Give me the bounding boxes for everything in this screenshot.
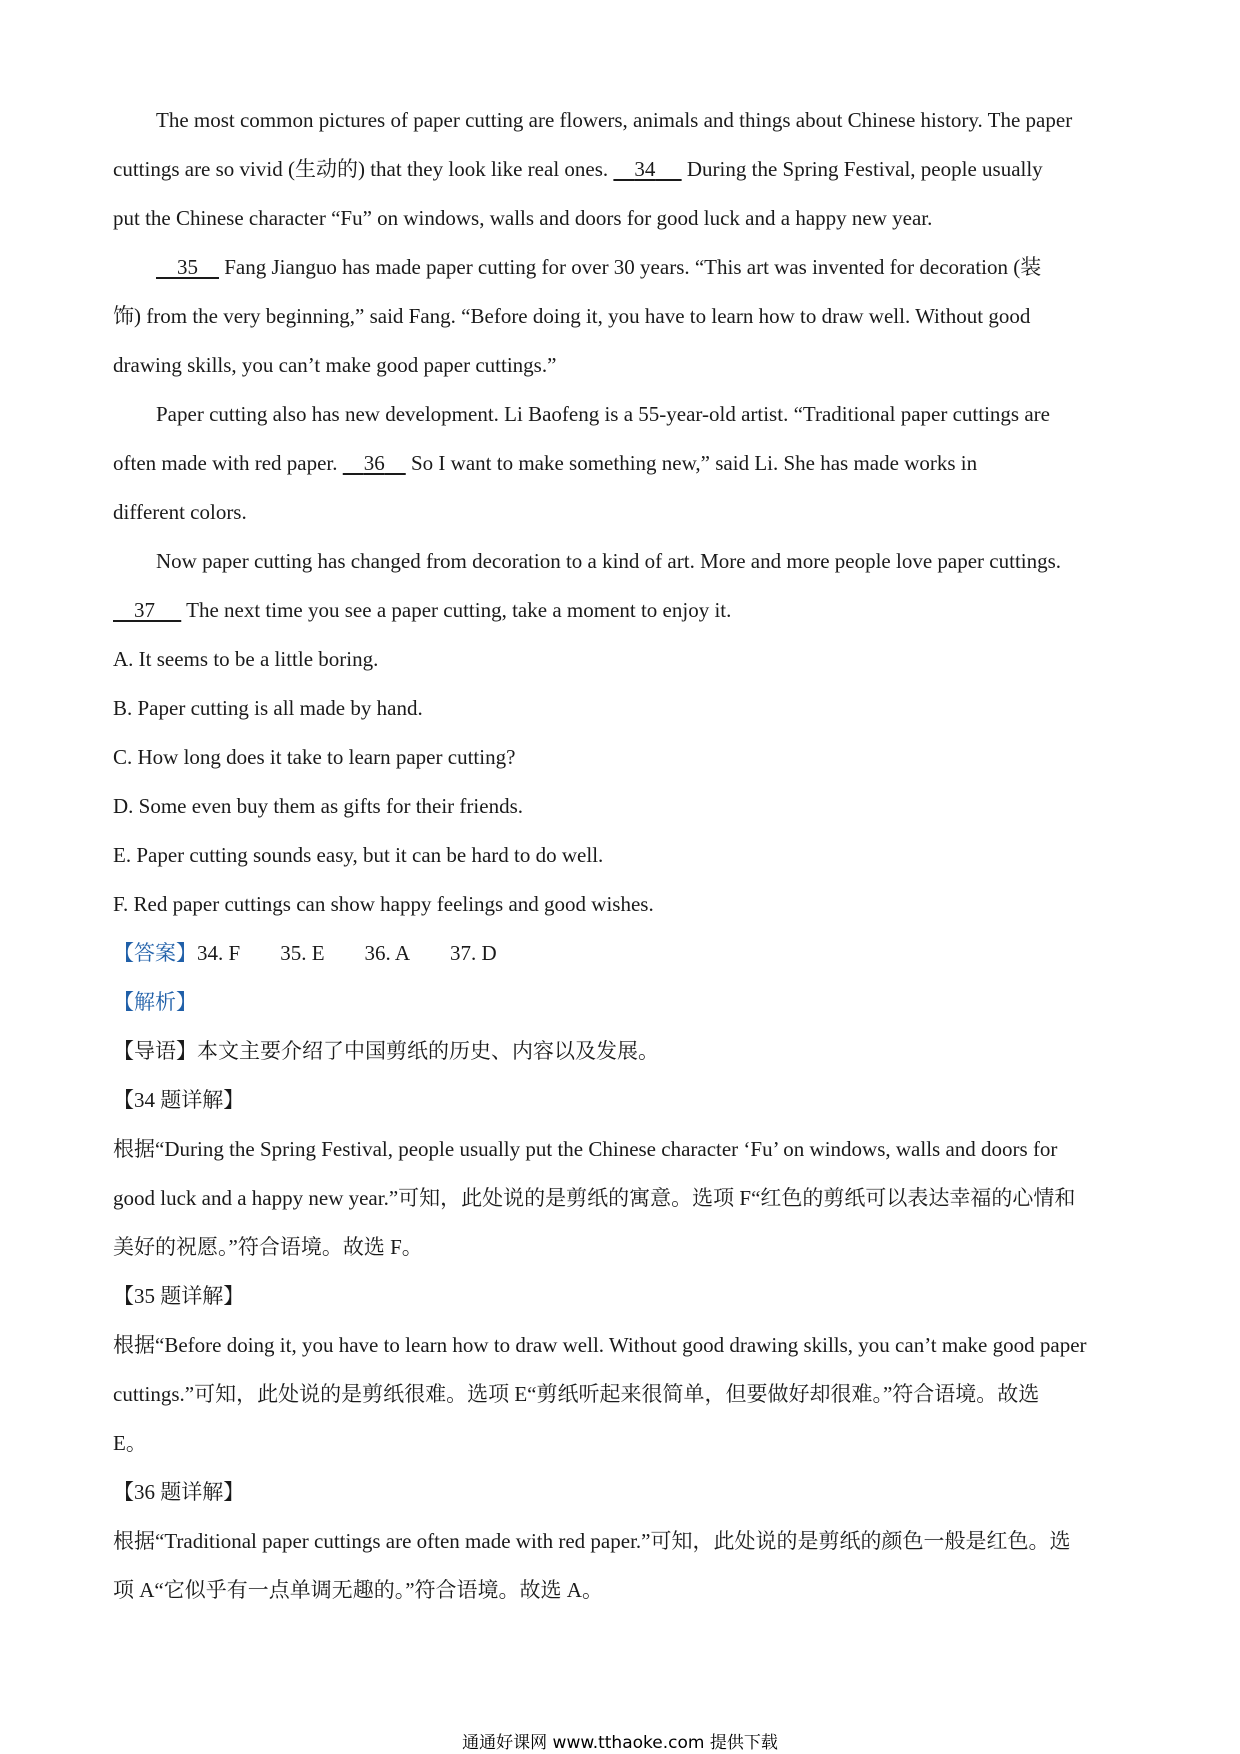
passage-text: So I want to make something new,” said Li. She has made works in (405, 451, 978, 475)
analysis-line: 根据“Traditional paper cuttings are often made with red paper.”可知，此处说的是剪纸的颜色一般是红色。选 (113, 1529, 1071, 1553)
passage-line: Now paper cutting has changed from decoration to a kind of art. More and more people love paper cuttings. (156, 549, 1062, 573)
passage-line: 饰) from the very beginning,” said Fang. “Before doing it, you have to learn how to draw well. Without good (113, 304, 1031, 328)
passage-text: The next time you see a paper cutting, take a moment to enjoy it. (181, 598, 732, 622)
passage-text: cuttings are so vivid (生动的) that they look like real ones. (113, 157, 614, 181)
passage-line (113, 145, 1133, 194)
answer-36: 36. A (364, 941, 411, 965)
analysis-line: 美好的祝愿。”符合语境。故选 F。 (113, 1235, 423, 1259)
blank-35: 35 (177, 255, 198, 279)
blank-37: 37 (134, 598, 155, 622)
analysis-line: 项 A“它似乎有一点单调无趣的。”符合语境。故选 A。 (113, 1578, 603, 1602)
passage-line (113, 243, 1133, 292)
document-page (113, 96, 1133, 1615)
answer-label: 【答案】 (113, 941, 197, 965)
passage-line: drawing skills, you can’t make good paper cuttings.” (113, 353, 557, 377)
passage-line: put the Chinese character “Fu” on windows, walls and doors for good luck and a happy new year. (113, 206, 933, 230)
analysis-line: 根据“Before doing it, you have to learn how to draw well. Without good drawing skills, you can’t make good paper (113, 1333, 1087, 1357)
analysis-line: E。 (113, 1431, 147, 1455)
option-f: F. Red paper cuttings can show happy feelings and good wishes. (113, 892, 654, 916)
option-a: A. It seems to be a little boring. (113, 647, 379, 671)
passage-line: The most common pictures of paper cutting are flowers, animals and things about Chinese history. The paper (156, 108, 1073, 132)
analysis-label: 【解析】 (113, 990, 197, 1014)
passage-line (113, 439, 1133, 488)
passage-line (113, 586, 1133, 635)
option-e: E. Paper cutting sounds easy, but it can be hard to do well. (113, 843, 604, 867)
page-footer: 通通好课网 www.tthaoke.com 提供下载 (462, 1733, 778, 1753)
blank-34: 34 (634, 157, 656, 181)
passage-line: different colors. (113, 500, 247, 524)
blank-36: 36 (363, 451, 385, 475)
q35-title: 【35 题详解】 (113, 1284, 245, 1308)
answer-line (113, 929, 1133, 978)
passage-line: Paper cutting also has new development. Li Baofeng is a 55-year-old artist. “Traditional paper cuttings are (156, 402, 1050, 426)
passage-text: During the Spring Festival, people usually (681, 157, 1043, 181)
option-d: D. Some even buy them as gifts for their friends. (113, 794, 523, 818)
answer-34: 34. F (197, 941, 241, 965)
guide-line: 【导语】本文主要介绍了中国剪纸的历史、内容以及发展。 (113, 1039, 659, 1063)
answer-37: 37. D (450, 941, 497, 965)
analysis-line: good luck and a happy new year.”可知，此处说的是剪纸的寓意。选项 F“红色的剪纸可以表达幸福的心情和 (113, 1186, 1076, 1210)
analysis-line: 根据“During the Spring Festival, people usually put the Chinese character ‘Fu’ on windows, walls and doors for (113, 1137, 1058, 1161)
q36-title: 【36 题详解】 (113, 1480, 245, 1504)
option-c: C. How long does it take to learn paper cutting? (113, 745, 516, 769)
passage-text: often made with red paper. (113, 451, 343, 475)
option-b: B. Paper cutting is all made by hand. (113, 696, 423, 720)
passage-text: Fang Jianguo has made paper cutting for over 30 years. “This art was invented for decoration (装 (219, 255, 1042, 279)
analysis-line: cuttings.”可知，此处说的是剪纸很难。选项 E“剪纸听起来很简单，但要做好却很难。”符合语境。故选 (113, 1382, 1040, 1406)
answer-35: 35. E (280, 941, 325, 965)
q34-title: 【34 题详解】 (113, 1088, 245, 1112)
